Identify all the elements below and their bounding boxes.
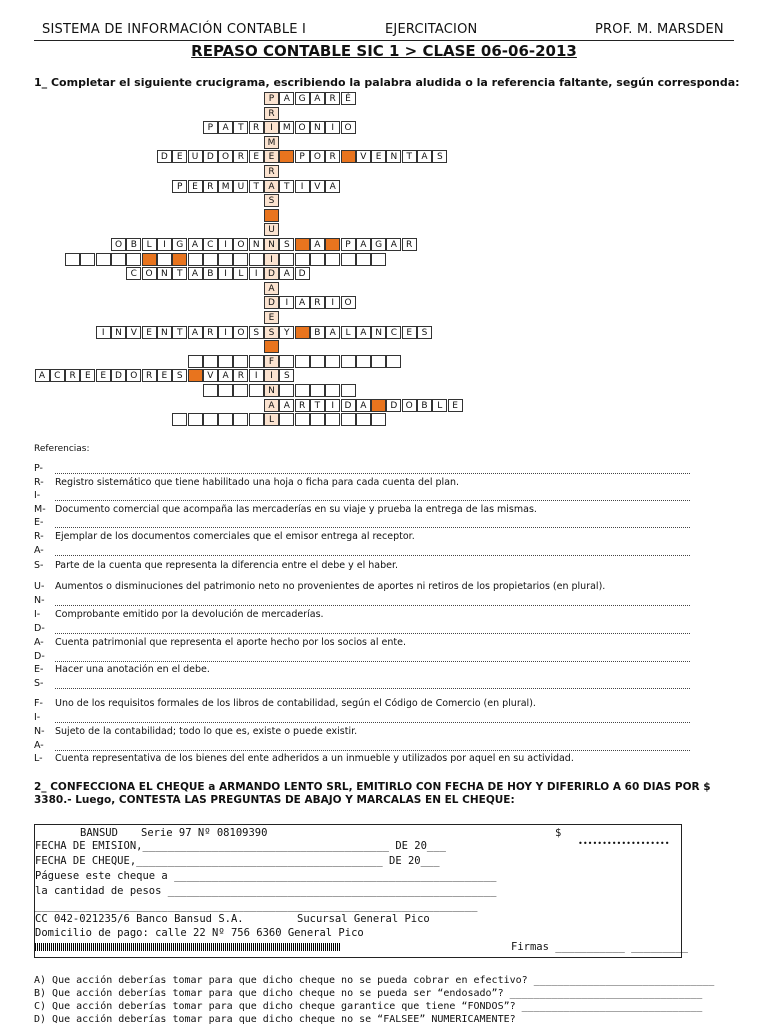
- crossword-cell[interactable]: B: [310, 326, 325, 339]
- reference-text: Uno de los requisitos formales de los libros de contabilidad, según el Código de Comercio (en plural).: [55, 698, 536, 709]
- crossword-separator-cell[interactable]: [341, 150, 356, 163]
- question-d: D) Que acción deberías tomar para que dicho cheque no se “FALSEE” NUMERICAMENTE?: [34, 1014, 516, 1025]
- crossword-cell[interactable]: A: [279, 399, 294, 412]
- exercise2-prompt-line2: 3380.- Luego, CONTESTA LAS PREGUNTAS DE ABAJO Y MARCALAS EN EL CHEQUE:: [34, 794, 515, 806]
- reference-row[interactable]: [34, 517, 690, 531]
- crossword-cell[interactable]: A: [325, 180, 340, 193]
- crossword-key-cell[interactable]: E: [264, 150, 279, 163]
- crossword-cell[interactable]: [218, 355, 233, 368]
- reference-letter: D-: [34, 651, 45, 662]
- crossword-cell[interactable]: S: [279, 238, 294, 251]
- reference-text: Hacer una anotación en el debe.: [55, 664, 210, 675]
- crossword-cell[interactable]: N: [157, 326, 172, 339]
- cheque-payment-date[interactable]: FECHA DE CHEQUE,_______________________________________ DE 20___: [35, 855, 440, 867]
- crossword-cell[interactable]: P: [295, 150, 310, 163]
- crossword-cell[interactable]: [249, 413, 264, 426]
- header-section: EJERCITACION: [385, 22, 478, 37]
- crossword-cell[interactable]: S: [249, 326, 264, 339]
- crossword-key-cell[interactable]: A: [264, 180, 279, 193]
- reference-letter: L-: [34, 753, 43, 764]
- crossword-cell[interactable]: D: [203, 150, 218, 163]
- crossword-cell[interactable]: A: [417, 150, 432, 163]
- crossword-cell[interactable]: [295, 413, 310, 426]
- crossword-cell[interactable]: O: [218, 150, 233, 163]
- crossword-cell[interactable]: O: [111, 238, 126, 251]
- crossword-cell[interactable]: O: [341, 121, 356, 134]
- crossword-cell[interactable]: I: [249, 267, 264, 280]
- question-c: C) Que acción deberías tomar para que dicho cheque garantice que tiene “FONDOS”? ______________________________: [34, 1001, 703, 1012]
- crossword-cell[interactable]: E: [96, 369, 111, 382]
- crossword-cell[interactable]: [249, 384, 264, 397]
- crossword-cell[interactable]: B: [126, 238, 141, 251]
- crossword-cell[interactable]: O: [341, 296, 356, 309]
- crossword-cell[interactable]: V: [310, 180, 325, 193]
- crossword-key-cell[interactable]: E: [264, 311, 279, 324]
- crossword-cell[interactable]: C: [203, 238, 218, 251]
- reference-row[interactable]: [34, 545, 690, 559]
- crossword-cell[interactable]: [126, 253, 141, 266]
- crossword-cell[interactable]: E: [188, 180, 203, 193]
- crossword-cell[interactable]: R: [142, 369, 157, 382]
- crossword-cell[interactable]: S: [279, 369, 294, 382]
- cheque-amount-field[interactable]: •••••••••••••••••••: [578, 839, 670, 848]
- crossword-cell[interactable]: D: [295, 267, 310, 280]
- crossword-cell[interactable]: É: [341, 92, 356, 105]
- crossword-cell[interactable]: [80, 253, 95, 266]
- crossword-separator-cell[interactable]: [295, 326, 310, 339]
- crossword-cell[interactable]: [371, 355, 386, 368]
- crossword-cell[interactable]: R: [310, 296, 325, 309]
- crossword-cell[interactable]: L: [432, 399, 447, 412]
- cheque-address: Domicilio de pago: calle 22 Nº 756 6360 General Pico: [35, 927, 364, 939]
- crossword-cell[interactable]: [218, 413, 233, 426]
- crossword-cell[interactable]: [157, 253, 172, 266]
- crossword-cell[interactable]: R: [295, 399, 310, 412]
- crossword-key-cell[interactable]: I: [264, 253, 279, 266]
- crossword-cell[interactable]: [279, 355, 294, 368]
- crossword-cell[interactable]: [279, 384, 294, 397]
- crossword-key-cell[interactable]: I: [264, 121, 279, 134]
- crossword-key-cell[interactable]: M: [264, 136, 279, 149]
- crossword-cell[interactable]: T: [172, 326, 187, 339]
- crossword-key-cell[interactable]: R: [264, 107, 279, 120]
- crossword-cell[interactable]: [233, 384, 248, 397]
- reference-answer-line[interactable]: [55, 555, 690, 556]
- crossword-cell[interactable]: A: [218, 121, 233, 134]
- crossword-cell[interactable]: [172, 253, 187, 266]
- crossword-cell[interactable]: S: [417, 326, 432, 339]
- cheque-amount-words[interactable]: la cantidad de pesos ____________________________________________________: [35, 885, 497, 897]
- crossword-cell[interactable]: A: [188, 326, 203, 339]
- cheque-signatures[interactable]: Firmas ___________ _________: [511, 941, 689, 953]
- crossword-cell[interactable]: D: [157, 150, 172, 163]
- crossword-cell[interactable]: R: [402, 238, 417, 251]
- crossword-cell[interactable]: T: [172, 267, 187, 280]
- crossword-cell[interactable]: T: [279, 180, 294, 193]
- reference-answer-line[interactable]: [55, 661, 690, 662]
- crossword-cell[interactable]: V: [356, 150, 371, 163]
- reference-letter: A-: [34, 545, 44, 556]
- crossword-cell[interactable]: U: [188, 150, 203, 163]
- cheque-account: CC 042-021235/6 Banco Bansud S.A.: [35, 913, 244, 925]
- crossword-cell[interactable]: G: [172, 238, 187, 251]
- reference-text: Aumentos o disminuciones del patrimonio neto no provenientes de aportes ni retiros de los propietarios (en plural).: [55, 581, 606, 592]
- crossword-cell[interactable]: [218, 253, 233, 266]
- reference-letter: P-: [34, 463, 43, 474]
- crossword-cell[interactable]: M: [218, 180, 233, 193]
- reference-row[interactable]: [34, 623, 690, 637]
- crossword-cell[interactable]: O: [233, 238, 248, 251]
- reference-row[interactable]: [34, 595, 690, 609]
- reference-letter: A-: [34, 637, 44, 648]
- header-teacher: PROF. M. MARSDEN: [595, 22, 724, 37]
- crossword-cell[interactable]: I: [96, 326, 111, 339]
- crossword-cell[interactable]: [371, 253, 386, 266]
- crossword-cell[interactable]: R: [203, 326, 218, 339]
- crossword-cell[interactable]: I: [325, 296, 340, 309]
- crossword-cell[interactable]: N: [249, 238, 264, 251]
- crossword-cell[interactable]: D: [341, 399, 356, 412]
- reference-row[interactable]: [34, 651, 690, 665]
- cheque-form: [34, 824, 689, 958]
- reference-letter: U-: [34, 581, 45, 592]
- crossword-cell[interactable]: G: [295, 92, 310, 105]
- reference-letter: S-: [34, 678, 44, 689]
- crossword-cell[interactable]: N: [386, 150, 401, 163]
- crossword-cell[interactable]: I: [295, 180, 310, 193]
- cheque-payee[interactable]: Páguese este cheque a ___________________________________________________: [35, 870, 497, 882]
- crossword-cell[interactable]: S: [172, 369, 187, 382]
- crossword-cell[interactable]: A: [356, 399, 371, 412]
- crossword-cell[interactable]: [233, 253, 248, 266]
- crossword-key-cell[interactable]: F: [264, 355, 279, 368]
- reference-row[interactable]: [34, 712, 690, 726]
- crossword-cell[interactable]: L: [341, 326, 356, 339]
- crossword-cell[interactable]: Y: [279, 326, 294, 339]
- crossword-cell[interactable]: E: [172, 150, 187, 163]
- crossword-cell[interactable]: I: [218, 326, 233, 339]
- reference-answer-line[interactable]: [55, 750, 690, 751]
- reference-letter: N-: [34, 595, 45, 606]
- cheque-series: Serie 97 Nº 08109390: [141, 827, 268, 839]
- crossword-cell[interactable]: E: [249, 150, 264, 163]
- crossword-cell[interactable]: E: [448, 399, 463, 412]
- crossword-separator-cell[interactable]: [279, 150, 294, 163]
- crossword-cell[interactable]: A: [279, 267, 294, 280]
- cheque-extra-line[interactable]: ______________________________________________________________________: [35, 900, 478, 912]
- crossword-cell[interactable]: R: [233, 150, 248, 163]
- reference-row[interactable]: [34, 490, 690, 504]
- cheque-bank: BANSUD: [80, 827, 118, 839]
- crossword-separator-cell[interactable]: [295, 238, 310, 251]
- crossword-key-cell[interactable]: L: [264, 413, 279, 426]
- reference-row[interactable]: [34, 678, 690, 692]
- reference-letter: E-: [34, 517, 44, 528]
- crossword-cell[interactable]: [233, 413, 248, 426]
- crossword-cell[interactable]: [371, 413, 386, 426]
- crossword-cell[interactable]: [111, 253, 126, 266]
- reference-letter: E-: [34, 664, 44, 675]
- crossword-key-cell[interactable]: U: [264, 223, 279, 236]
- crossword-key-cell[interactable]: S: [264, 194, 279, 207]
- reference-row[interactable]: [34, 609, 690, 623]
- reference-letter: A-: [34, 740, 44, 751]
- crossword-cell[interactable]: [356, 413, 371, 426]
- crossword-cell[interactable]: N: [111, 326, 126, 339]
- crossword-cell[interactable]: D: [386, 399, 401, 412]
- reference-text: Registro sistemático que tiene habilitado una hoja o ficha para cada cuenta del plan.: [55, 477, 460, 488]
- crossword-cell[interactable]: O: [402, 399, 417, 412]
- crossword-cell[interactable]: [142, 253, 157, 266]
- cheque-currency: $: [555, 827, 562, 839]
- crossword-cell[interactable]: O: [295, 121, 310, 134]
- crossword-cell[interactable]: [218, 384, 233, 397]
- crossword-cell[interactable]: [325, 413, 340, 426]
- crossword-key-cell[interactable]: S: [264, 326, 279, 339]
- question-a: A) Que acción deberías tomar para que dicho cheque no se pueda cobrar en efectivo? ______________________________: [34, 975, 715, 986]
- crossword-cell[interactable]: A: [295, 296, 310, 309]
- reference-letter: I-: [34, 712, 41, 723]
- crossword-key-cell[interactable]: D: [264, 267, 279, 280]
- reference-letter: N-: [34, 726, 45, 737]
- crossword-key-cell[interactable]: R: [264, 165, 279, 178]
- crossword-cell[interactable]: N: [371, 326, 386, 339]
- references-title: Referencias:: [34, 444, 90, 454]
- crossword-cell[interactable]: P: [203, 121, 218, 134]
- crossword-cell[interactable]: [203, 413, 218, 426]
- crossword-cell[interactable]: L: [142, 238, 157, 251]
- crossword-cell[interactable]: I: [249, 369, 264, 382]
- crossword-cell[interactable]: E: [371, 150, 386, 163]
- crossword-cell[interactable]: O: [142, 267, 157, 280]
- crossword-cell[interactable]: V: [126, 326, 141, 339]
- crossword-cell[interactable]: [295, 355, 310, 368]
- crossword-cell[interactable]: [188, 253, 203, 266]
- crossword-cell[interactable]: A: [310, 92, 325, 105]
- crossword-cell[interactable]: C: [50, 369, 65, 382]
- reference-row[interactable]: [34, 531, 690, 545]
- reference-letter: I-: [34, 490, 41, 501]
- crossword-cell[interactable]: I: [325, 399, 340, 412]
- crossword-cell[interactable]: [249, 355, 264, 368]
- crossword-cell[interactable]: A: [35, 369, 50, 382]
- crossword-cell[interactable]: R: [203, 180, 218, 193]
- reference-answer-line[interactable]: [55, 605, 690, 606]
- exercise1-prompt: 1_ Completar el siguiente crucigrama, escribiendo la palabra aludida o la referencia faltante, según corresponda:: [34, 76, 740, 89]
- crossword-cell[interactable]: A: [188, 238, 203, 251]
- crossword-cell[interactable]: [386, 355, 401, 368]
- crossword-cell[interactable]: [325, 384, 340, 397]
- cheque-emission-date[interactable]: FECHA DE EMISION,_______________________________________ DE 20___: [35, 840, 446, 852]
- reference-text: Sujeto de la contabilidad; todo lo que es, existe o puede existir.: [55, 726, 358, 737]
- crossword-cell[interactable]: I: [157, 238, 172, 251]
- crossword-cell[interactable]: [341, 253, 356, 266]
- crossword-cell[interactable]: [96, 253, 111, 266]
- reference-text: Cuenta representativa de los bienes del ente adheridos a un inmueble y utilizados por aquel en su actividad.: [55, 753, 574, 764]
- crossword-cell[interactable]: V: [203, 369, 218, 382]
- reference-row[interactable]: [34, 740, 690, 754]
- crossword-cell[interactable]: A: [279, 92, 294, 105]
- crossword-cell[interactable]: A: [218, 369, 233, 382]
- header-subject: SISTEMA DE INFORMACIÓN CONTABLE I: [42, 22, 307, 37]
- reference-answer-line[interactable]: [55, 500, 690, 501]
- reference-row[interactable]: [34, 560, 690, 574]
- crossword-cell[interactable]: U: [233, 180, 248, 193]
- reference-letter: I-: [34, 609, 41, 620]
- crossword-cell[interactable]: T: [402, 150, 417, 163]
- reference-answer-line[interactable]: [55, 722, 690, 723]
- crossword-cell[interactable]: [341, 384, 356, 397]
- crossword-cell[interactable]: [325, 355, 340, 368]
- crossword-key-cell[interactable]: I: [264, 369, 279, 382]
- crossword-cell[interactable]: E: [157, 369, 172, 382]
- reference-row[interactable]: [34, 753, 690, 767]
- reference-text: Ejemplar de los documentos comerciales que el emisor entrega al receptor.: [55, 531, 415, 542]
- cheque-branch: Sucursal General Pico: [297, 913, 430, 925]
- crossword-cell[interactable]: R: [65, 369, 80, 382]
- reference-letter: R-: [34, 531, 44, 542]
- reference-row[interactable]: [34, 477, 690, 491]
- reference-row[interactable]: [34, 637, 690, 651]
- crossword-separator-cell[interactable]: [371, 399, 386, 412]
- cheque-barcode: [35, 943, 340, 951]
- crossword-cell[interactable]: M: [279, 121, 294, 134]
- crossword-key-cell[interactable]: [264, 209, 279, 222]
- crossword-cell[interactable]: O: [126, 369, 141, 382]
- crossword-cell[interactable]: I: [218, 267, 233, 280]
- crossword-cell[interactable]: P: [341, 238, 356, 251]
- crossword-cell[interactable]: [295, 384, 310, 397]
- crossword-cell[interactable]: O: [233, 326, 248, 339]
- crossword-cell[interactable]: [279, 413, 294, 426]
- reference-letter: R-: [34, 477, 44, 488]
- reference-row[interactable]: [34, 726, 690, 740]
- crossword-cell[interactable]: A: [386, 238, 401, 251]
- crossword-cell[interactable]: [356, 253, 371, 266]
- reference-letter: S-: [34, 560, 44, 571]
- crossword: [0, 0, 768, 440]
- crossword-cell[interactable]: R: [325, 150, 340, 163]
- crossword-cell[interactable]: P: [172, 180, 187, 193]
- reference-row[interactable]: [34, 504, 690, 518]
- crossword-cell[interactable]: [203, 253, 218, 266]
- reference-text: Comprobante emitido por la devolución de mercaderías.: [55, 609, 324, 620]
- crossword-cell[interactable]: T: [249, 180, 264, 193]
- reference-text: Parte de la cuenta que representa la diferencia entre el debe y el haber.: [55, 560, 399, 571]
- crossword-cell[interactable]: [310, 355, 325, 368]
- crossword-cell[interactable]: B: [417, 399, 432, 412]
- page-title: REPASO CONTABLE SIC 1 > CLASE 06-06-2013: [191, 42, 577, 60]
- crossword-cell[interactable]: [203, 355, 218, 368]
- reference-letter: D-: [34, 623, 45, 634]
- reference-letter: M-: [34, 504, 46, 515]
- crossword-cell[interactable]: T: [310, 399, 325, 412]
- crossword-cell[interactable]: [310, 253, 325, 266]
- crossword-cell[interactable]: D: [111, 369, 126, 382]
- crossword-cell[interactable]: N: [157, 267, 172, 280]
- crossword-key-cell[interactable]: [264, 340, 279, 353]
- crossword-cell[interactable]: [188, 355, 203, 368]
- crossword-key-cell[interactable]: N: [264, 384, 279, 397]
- crossword-cell[interactable]: C: [126, 267, 141, 280]
- crossword-key-cell[interactable]: A: [264, 282, 279, 295]
- reference-row[interactable]: [34, 664, 690, 678]
- crossword-separator-cell[interactable]: [188, 369, 203, 382]
- crossword-cell[interactable]: R: [325, 92, 340, 105]
- crossword-cell[interactable]: [295, 253, 310, 266]
- crossword-cell[interactable]: [341, 413, 356, 426]
- reference-text: Cuenta patrimonial que representa el aporte hecho por los socios al ente.: [55, 637, 406, 648]
- crossword-cell[interactable]: [356, 355, 371, 368]
- crossword-cell[interactable]: I: [325, 121, 340, 134]
- reference-answer-line[interactable]: [55, 473, 690, 474]
- crossword-cell[interactable]: A: [188, 267, 203, 280]
- reference-answer-line[interactable]: [55, 633, 690, 634]
- crossword-cell[interactable]: B: [203, 267, 218, 280]
- crossword-cell[interactable]: R: [233, 369, 248, 382]
- crossword-cell[interactable]: [188, 413, 203, 426]
- crossword-cell[interactable]: [325, 253, 340, 266]
- crossword-cell[interactable]: C: [386, 326, 401, 339]
- crossword-cell[interactable]: I: [218, 238, 233, 251]
- crossword-cell[interactable]: [341, 355, 356, 368]
- crossword-cell[interactable]: A: [325, 326, 340, 339]
- reference-row[interactable]: [34, 463, 690, 477]
- reference-text: Documento comercial que acompaña las mercaderías en su viaje y prueba la entrega de las mismas.: [55, 504, 537, 515]
- crossword-cell[interactable]: [203, 384, 218, 397]
- crossword-cell[interactable]: [249, 253, 264, 266]
- crossword-cell[interactable]: L: [233, 267, 248, 280]
- reference-answer-line[interactable]: [55, 527, 690, 528]
- crossword-cell[interactable]: O: [310, 150, 325, 163]
- crossword-cell[interactable]: R: [249, 121, 264, 134]
- crossword-cell[interactable]: I: [279, 296, 294, 309]
- crossword-cell[interactable]: [310, 413, 325, 426]
- crossword-cell[interactable]: [233, 355, 248, 368]
- exercise2-prompt-line1: 2_ CONFECCIONA EL CHEQUE a ARMANDO LENTO SRL, EMITIRLO CON FECHA DE HOY Y DIFERIRLO A 60 DIAS POR $: [34, 781, 711, 793]
- crossword-cell[interactable]: [172, 413, 187, 426]
- crossword-cell[interactable]: [65, 253, 80, 266]
- crossword-key-cell[interactable]: N: [264, 238, 279, 251]
- crossword-cell[interactable]: S: [432, 150, 447, 163]
- crossword-key-cell[interactable]: A: [264, 399, 279, 412]
- crossword-key-cell[interactable]: D: [264, 296, 279, 309]
- crossword-cell[interactable]: A: [310, 238, 325, 251]
- crossword-cell[interactable]: [279, 253, 294, 266]
- reference-row[interactable]: [34, 698, 690, 712]
- crossword-cell[interactable]: A: [356, 326, 371, 339]
- question-b: B) Que acción deberías tomar para que dicho cheque no se pueda ser “endosado”? ________________________________: [34, 988, 703, 999]
- reference-row[interactable]: [34, 581, 690, 595]
- crossword-cell[interactable]: G: [371, 238, 386, 251]
- crossword-separator-cell[interactable]: [325, 238, 340, 251]
- crossword-cell[interactable]: E: [142, 326, 157, 339]
- reference-answer-line[interactable]: [55, 688, 690, 689]
- crossword-cell[interactable]: [310, 384, 325, 397]
- crossword-cell[interactable]: E: [80, 369, 95, 382]
- reference-letter: F-: [34, 698, 43, 709]
- crossword-cell[interactable]: A: [356, 238, 371, 251]
- crossword-cell[interactable]: T: [233, 121, 248, 134]
- crossword-cell[interactable]: N: [310, 121, 325, 134]
- crossword-cell[interactable]: E: [402, 326, 417, 339]
- crossword-key-cell[interactable]: P: [264, 92, 279, 105]
